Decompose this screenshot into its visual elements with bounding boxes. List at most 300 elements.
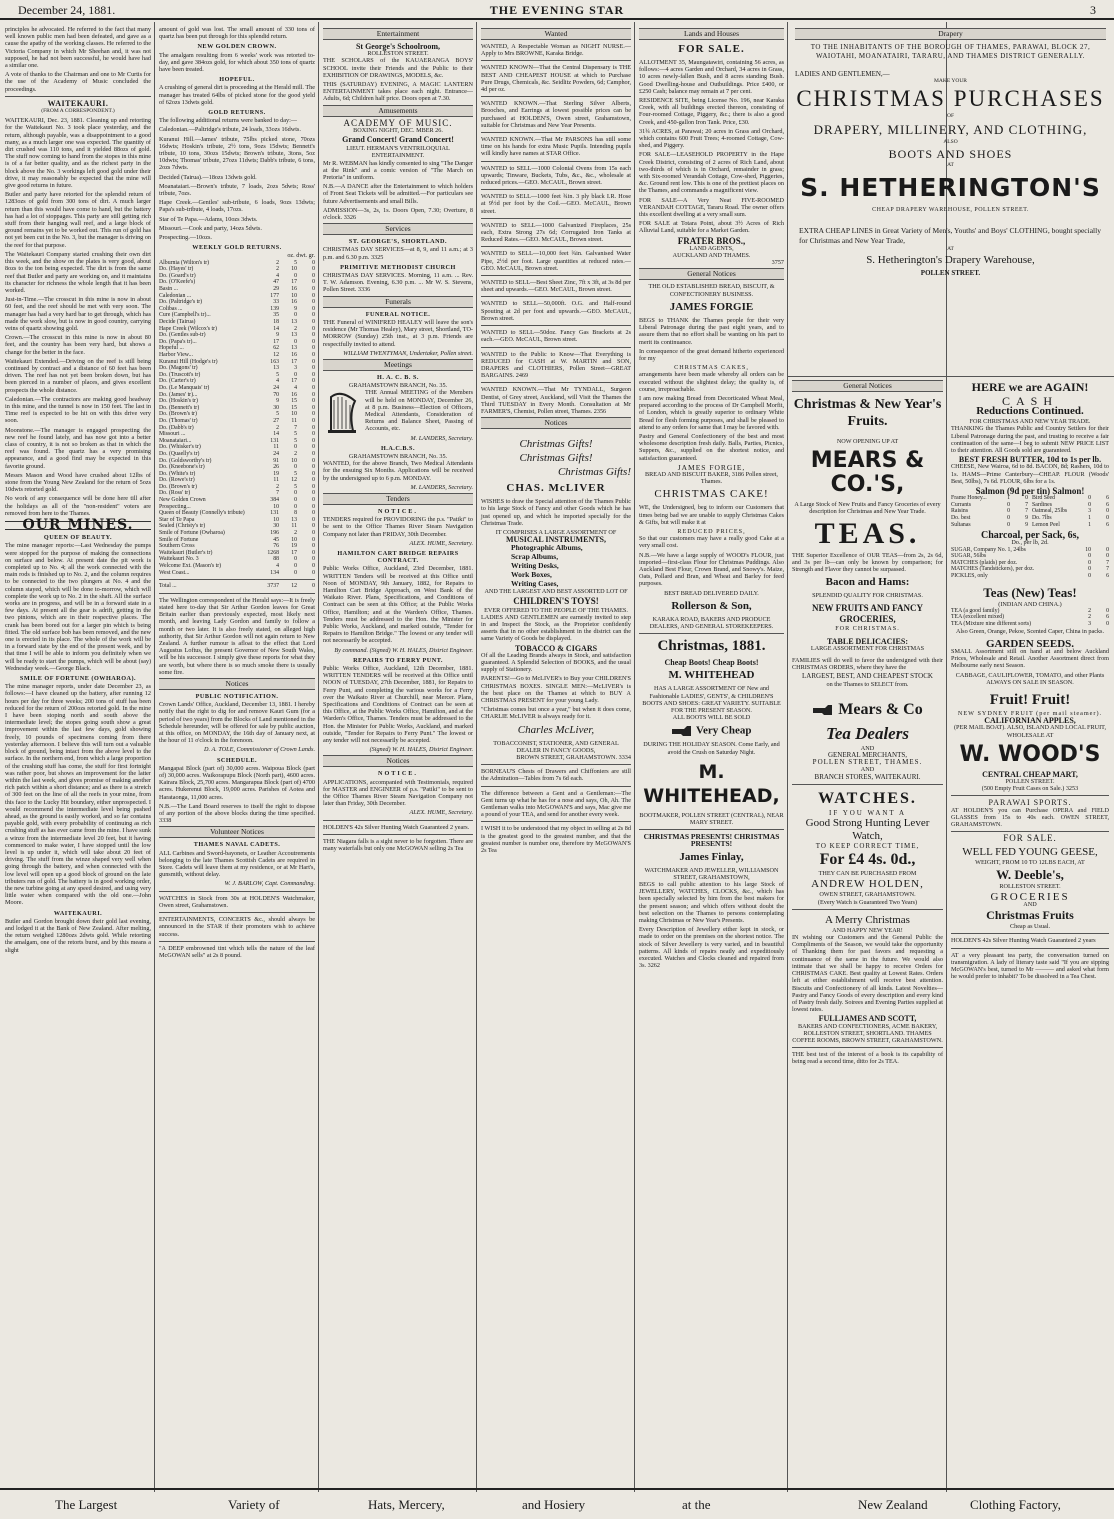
row-value: 177 <box>270 292 279 299</box>
ad-heading: H. A. C. B. S. <box>377 373 419 381</box>
ad-heading: CHAS. McLIVER <box>506 482 606 495</box>
row-label: Smile of Fortune (Owharoa) <box>159 530 225 537</box>
ad-text: PARENTS!—Go to McLIVER's to Buy your CHILDREN'S CHRISTMAS BOXES. SINGLE MEN:—McLIVER's is the best place on the Thames at which to BUY A CHRISTMAS PRESENT for your young Lady. <box>481 675 631 704</box>
row-value: 0 <box>312 259 315 266</box>
ad-subheading: REDUCED PRICES, <box>677 527 746 535</box>
divider <box>787 376 1114 377</box>
row-value: 2 <box>1088 607 1091 614</box>
row-label: TEA (a good family) <box>951 607 1000 614</box>
ad-text: WATCHMAKER AND JEWELLER, WILLIAMSON STREET, GRAHAMSTOWN, <box>644 866 779 881</box>
ad-heading: JAMES FORGIE <box>669 300 754 313</box>
row-value: 29 <box>273 286 279 293</box>
footer-text: Clothing Factory, <box>970 1497 1061 1512</box>
article-paragraph: Missouri.—Cook and party, 14ozs 5dwts. <box>159 224 262 232</box>
divider <box>792 1047 943 1048</box>
row-value: 5 <box>276 411 279 418</box>
ad-heading <box>792 700 943 720</box>
row-value: 16 <box>291 391 297 398</box>
product-item: Writing Cases, <box>511 579 559 589</box>
price-row <box>951 502 1028 509</box>
price-table <box>951 608 1109 628</box>
row-value: 0 <box>294 497 297 504</box>
gold-return-row <box>159 332 315 339</box>
ad-heading: Charles McLiver, <box>517 723 595 736</box>
divider <box>792 784 943 785</box>
price-row <box>1032 515 1109 522</box>
gold-return-row <box>159 570 315 577</box>
classified-ad: WANTED to SELL—1000 Galvanized Fireplaces, 25s each, Extra Strong 27s 6d; Corrugated Iron Tanks at Reduced Rates.—GEO. McCAUL, Brown street. <box>481 221 631 244</box>
article-paragraph: The mine manager reports:—Last Wednesday the pumps were stopped for the purpose of making the connections on surface and below. At present date the pit work is completed up to No. 4; all the work connected with the main rods is finished up to No. 2, and the column requires to be connected to the two plungers at No. 4 and the column stayed, which will be done to-morrow, which will complete the work up to No. 2 in the shaft. All the surface works are in progress, and will be in a forward state in a few days. At present all the gear is adrift, getting in the two pinions, which are in their respective places. The crank has been bored out for a larger pin which is being fitted. The old surface bob has been removed, and the new one is erected in its place. The whole of the work will be in a forward state by the end of the present week, and by that time I will be able to inform you definitely when we will be ready to start the pumps, which will be about (say) Wednesday week.—George Black. <box>5 542 151 672</box>
row-value: 4 <box>276 378 279 385</box>
row-label: Do. (Ross' tr) <box>159 490 191 497</box>
notice-signature: M. LANDERS, Secretary. <box>410 434 473 442</box>
ad-heading: CHILDREN'S TOYS! <box>513 595 599 606</box>
row-value: 0 <box>312 464 315 471</box>
classified-ad: WANTED to SELL—1000 Colonial Ovens from 15s each upwards; Tinware, Buckets, Tubs, &c., &c., wholesale at reduced prices.—GEO. McCAUL, Brown street. <box>481 164 631 187</box>
row-value: 0 <box>1088 495 1091 502</box>
row-value: 0 <box>312 477 315 484</box>
ad-text: EXTRA CHEAP LINES in Great Variety of Men's, Youths' and Boys' CLOTHING, bought specially for Christmas and New Year Trade, <box>799 226 1101 246</box>
row-value: 5 <box>294 259 297 266</box>
ad-heading: S. HETHERINGTON'S <box>800 173 1101 203</box>
divider <box>323 820 473 821</box>
ad-text: AT <box>947 161 954 168</box>
row-value: 0 <box>312 490 315 497</box>
row-label: Caledonian ... <box>159 292 192 299</box>
row-label: Do. (O'Keefe's) <box>159 279 196 286</box>
ad-text: HOLDEN'S 42s Silver Hunting Watch Guaranteed 2 years <box>951 937 1096 945</box>
ad-text: A Large Stock of New Fruits and Fancy Groceries of every description for Christmas and New Year Trade. <box>794 501 941 516</box>
article-paragraph: Moonstone.—The manager is engaged prospecting the new reef he found lately, and has now got into a better class of country, it is not so broken as that in which the reef was found. The quartz has a very promising appearance, and a good find may be expected in this favorite ground. <box>5 426 151 470</box>
row-value: 0 <box>312 549 315 556</box>
gold-return-row <box>159 431 315 438</box>
row-value: 0 <box>294 563 297 569</box>
article-paragraph: Just-in-Time.—The crosscut in this mine is now in about 60 feet, and the reef should be met with very soon. The manager has had a very hard bar to get through, which has made the work slow, but is now in good country, carrying veins of quartz showing gold. <box>5 296 151 332</box>
row-value: 0 <box>312 536 315 543</box>
row-value: 1 <box>1088 521 1091 528</box>
ad-text: LARGE ASSORTMENT FOR CHRISTMAS <box>810 644 925 652</box>
ad-text: WANTED, for the above Branch, Two Medical Attendants for the ensuing Six Months. Applications will be received by the undersigned up to 6 p.m. MONDAY. <box>323 460 473 482</box>
ad-heading: TEAS. <box>814 516 921 550</box>
ad-heading: FUNERAL NOTICE. <box>365 310 431 318</box>
row-label: Do. (Kneebone's tr) <box>159 464 205 471</box>
row-value: 0 <box>312 378 315 385</box>
row-label: SUGAR, 56lbs <box>951 553 987 560</box>
ad-text: In consequence of the great demand hitherto experienced for my <box>639 347 784 362</box>
row-value: 16 <box>291 299 297 306</box>
ad-text: FOR SALE—LEASEHOLD PROPERTY in the Hape Creek District, consisting of 2 acres of Rich Land, about two-thirds of which is in Orchard, remainder in grass; with Six-roomed Verandah Cottage, Cow-shed, Piggeries, &c. Ground rent low. This is one of the prettiest places on the Thames, and commands a magnificent view. <box>639 151 784 195</box>
row-value: 45 <box>273 536 279 543</box>
row-value: 2 <box>294 325 297 332</box>
ad-subheading: ROLLESTON STREET. <box>367 50 429 58</box>
article-paragraph: Waitekauri Extended.—Driving on the reef is still being continued by contract and a distance of 60 feet has been driven. The reef has not yet been broken down, but has been pierced in a number of places, and gives excellent prospects the whole distance. <box>5 357 151 394</box>
row-value: 5 <box>294 437 297 444</box>
ad-heading: TOBACCO & CIGARS <box>514 643 598 653</box>
row-value: 13 <box>291 332 297 339</box>
section-header-services: Services <box>323 223 473 235</box>
ad-heading: NEW FRUITS AND FANCY GROCERIES, <box>812 603 923 625</box>
ad-text: So that our customers may have a really good Cake at a very small cost. <box>639 535 784 550</box>
masthead-page: 3 <box>1090 3 1096 17</box>
row-label: Do. (Rowe's tr) <box>159 477 195 484</box>
ad-text: CHRISTMAS DAY SERVICES—at 8, 9, and 11 a.m.; at 3 p.m. and 6.30 p.m. 3325 <box>323 246 473 261</box>
ad-heading: Salmon (9d per tin) Salmon! <box>975 486 1085 497</box>
ad-heading: Rollerson & Son, <box>671 599 752 612</box>
ad-text: WISHES to draw the Special attention of the Thames Public to his large Stock of Fancy and other Goods which he has just opened up, and which he imported specially for the Christmas Trade. <box>481 498 631 527</box>
article-paragraph: Butler and Gordon brought down their gold last evening, and lodged it at the Bank of New Zealand. After melting, the return weighed 1280ozs 2dwts gold. While retorting the amalgam, one of the retorts burst, and by this means a slight <box>5 917 151 954</box>
divider <box>481 821 631 822</box>
row-value: 1 <box>1088 515 1091 522</box>
row-value: 13 <box>291 345 297 352</box>
row-label: TEA (Mixture nine different sorts) <box>951 620 1032 627</box>
ad-text: THIS (SATURDAY) EVENING, A MAGIC LANTERN ENTERTAINMENT takes place each night. Entrance—Adults, 6d; Children half price. Doors open at 7.30. <box>323 81 473 103</box>
row-label: Do. (Truscott's tr) <box>159 371 201 378</box>
row-value: 0 <box>312 431 315 438</box>
section-heading-our-mines: OUR MINES. <box>5 521 151 530</box>
ad-text: THE Niagara falls is a sight never to be forgotten. There are many waterfalls but only one McGOWAN selling 2s Tea <box>323 837 473 853</box>
row-value: 10 <box>273 516 279 523</box>
section-header-amusements: Amusements <box>323 105 473 117</box>
row-value: 0 <box>312 312 315 319</box>
row-value: 0 <box>312 391 315 398</box>
notice-signature: By command. (Signed) W. H. HALES, District Engineer. <box>334 646 473 654</box>
row-label: Harbor View... <box>159 352 193 358</box>
divider <box>481 161 631 162</box>
article-heading: QUEEN OF BEAUTY. <box>43 534 113 542</box>
divider <box>951 831 1109 832</box>
notice-text: Mangapai Block (part of) 30,000 acres. Waipoua Block (part of) 30,000 acres. Waikorapupu Block (North part), 4600 acres. Kairara Block, 25,700 acres. Mangarapua Block (part of) 4700 acres. Hukerenui Block, 19,000 acres. Parishes of Aotea and Harataonga, 11,000 acres. <box>159 764 315 801</box>
ad-text: APPLICATIONS, accompanied with Testimonials, required for MASTER and ENGINEER of p.s. "Patiki" to be sent to the Office Thames River Steam Navigation Company not later than Friday, 30th December. <box>323 778 473 808</box>
row-label: Do. (Hayes' tr) <box>159 266 194 273</box>
row-value: 0 <box>1088 559 1091 566</box>
ad-text: ALL BOOTS WILL BE SOLD <box>672 714 751 722</box>
row-value: 0 <box>294 338 297 345</box>
row-label: Missouri ... <box>159 431 186 438</box>
ad-text: "A DEEP embrowned tint which tells the nature of the leaf McGOWAN sells" at 2s 8 pound. <box>159 944 315 959</box>
row-label: Do. (Paltridge's tr) <box>159 299 203 306</box>
product-item: Photographic Albums, <box>511 543 583 553</box>
drapery-ad-wide <box>789 26 1112 376</box>
notice-heading: THAMES NAVAL CADETS. <box>193 841 281 849</box>
row-value: 24 <box>273 384 279 391</box>
row-value: 0 <box>312 530 315 537</box>
row-value: 6 <box>1106 495 1109 502</box>
row-label: Currants <box>951 501 971 508</box>
row-value: 0 <box>1106 553 1109 560</box>
ad-text: IN wishing our Customers and the General Public the Compliments of the Season, we would take the opportunity of Thanking them for past favors and requesting a continuance of the same in the future. We would also intimate that we shall be happy to receive Orders for CHRISTMAS CAKE. Best quality at Lowest Rates. Orders left at either establishment will receive best attention. Biscuits and Confectionery of all kinds. Latest Novelties—Pastry and Fancy Goods of every description and every kind of Pastry fresh daily. Soirees and Evening Parties supplied at lowest rates. <box>792 934 943 1014</box>
ad-text: Every Description of Jewellery either kept in stock, or made to order on the premises on the shortest notice. The stock of Silver Jewellery is very varied, and in beautiful patterns. All kinds of repairs neatly and expeditiously executed. Watches and Clocks cleaned and repaired from 3s. 3262 <box>639 926 784 970</box>
ad-heading: WELL FED YOUNG GEESE, <box>962 846 1098 859</box>
row-label: Alburnia (Wilton's tr) <box>159 259 210 266</box>
gold-returns-total <box>159 583 315 590</box>
row-value: 10 <box>291 292 297 299</box>
row-label: Do. (Hoskin's tr) <box>159 398 198 405</box>
row-label: Do. (Papa's tr)... <box>159 338 197 345</box>
row-value: 17 <box>291 549 297 556</box>
ad-text: ADMISSION—3s, 2s, 1s. Doors Open, 7.30; Overture, 8 o'clock. 3326 <box>323 206 473 222</box>
row-value: 0 <box>312 497 315 504</box>
ad-text: NEW SYDNEY FRUIT (per mail steamer). <box>957 709 1103 717</box>
price-table <box>1032 495 1109 528</box>
total-oz: 3737 <box>267 583 279 590</box>
gold-return-row <box>159 345 315 352</box>
ad-heading: Christmas Gifts! <box>557 466 631 479</box>
article-paragraph: Hape Creek.—Gentles' sub-tribute, 6 loads, 9ozs 13dwts; Papa's sub-tribute, 4 loads, 17ozs. <box>159 199 315 214</box>
ad-heading <box>639 724 784 738</box>
divider <box>481 325 631 326</box>
row-value: 0 <box>312 470 315 477</box>
ad-text: (PER MAIL BOAT). ALSO, ISLAND AND LOCAL FRUIT, WHOLESALE AT <box>953 724 1107 739</box>
ad-heading: CHRISTMAS CAKE! <box>654 488 769 501</box>
row-label: Do. (Quaelly's tr) <box>159 450 200 457</box>
row-label: Do. best <box>951 515 971 522</box>
ad-text: HAS A LARGE ASSORTMENT OF New and Fashionable LADIES', GENTS', & CHILDREN'S BOOTS AND SHOES: GREAT VARIETY. SUITABLE FOR THE PRESENT SEASON. <box>642 685 781 715</box>
row-value: 16 <box>291 286 297 293</box>
divider <box>639 633 784 634</box>
notice-text: ALL Carbines and Sword-bayonets, or Leather Accoutrements belonging to the late Thames Scottish Cadets are required in Store. Cadets will leave them at my residence, or at Mr Hart's, gunsmith, without delay. <box>159 849 315 879</box>
row-value: 70 <box>273 391 279 398</box>
row-value: 35 <box>273 312 279 319</box>
ad-heading: CASH <box>1001 394 1058 408</box>
row-label: Welcome Ext. (Mason's tr) <box>159 563 222 569</box>
ad-heading: James Finlay, <box>679 850 744 863</box>
ad-text: OF <box>946 113 955 120</box>
row-value: 10 <box>291 536 297 543</box>
notice-signature: M. LANDERS, Secretary. <box>410 483 473 491</box>
ad-heading: NOTICE. <box>378 507 418 515</box>
row-value: 10 <box>1085 546 1091 553</box>
total-gr: 0 <box>312 583 315 590</box>
divider <box>159 593 315 594</box>
row-value: 0 <box>312 556 315 563</box>
row-value: 9 <box>1025 521 1028 528</box>
row-value: 0 <box>312 398 315 405</box>
ad-heading: Christmas Gifts! <box>519 438 593 451</box>
row-value: 0 <box>312 563 315 569</box>
divider <box>481 246 631 247</box>
ad-text: AND <box>860 744 875 752</box>
ad-heading: ACADEMY OF MUSIC. <box>343 117 453 128</box>
gold-return-row <box>159 464 315 471</box>
divider <box>0 1488 1114 1490</box>
gold-return-row <box>159 556 315 563</box>
row-value: 131 <box>270 437 279 444</box>
row-value: 14 <box>273 431 279 438</box>
section-header-general-notices: General Notices <box>639 268 784 280</box>
classified-ad: WANTED to SELL—50doz. Fancy Gas Brackets at 2s each.—GEO. McCAUL, Brown street. <box>481 329 631 344</box>
gold-return-row <box>159 279 315 286</box>
row-value: 26 <box>273 464 279 471</box>
divider <box>5 96 151 97</box>
row-value: 0 <box>312 325 315 332</box>
article-paragraph: Moanataiari.—Brown's tribute, 7 loads, 2ozs 5dwts; Ross' tribute, 7ozs. <box>159 182 315 198</box>
ad-heading: Christmas Fruits <box>986 908 1074 923</box>
row-value: 30 <box>273 404 279 411</box>
ad-text: BORNEAU'S Chests of Drawers and Chiffoniers are still the Admiration—Tables from 7s 6d each. <box>481 768 631 783</box>
ad-heading: ANDREW HOLDEN, <box>811 878 924 891</box>
row-label: Hape Creek (Wilcox's tr) <box>159 325 217 332</box>
ad-text: AT a very pleasant tea party, the conversation turned on transmigration. A lady of literary taste said "If you are sipping McGOWAN's best, turned to Mr ——— and asked what form he would prefer to inhabit? To be dissolved in a Tea Chest. <box>951 951 1109 981</box>
ad-text: POLLEN STREET, THAMES. <box>812 758 923 767</box>
ad-heading: WATCHES. <box>818 789 917 807</box>
section-header-general-notices: General Notices <box>792 380 943 392</box>
ad-text: TOBACCONIST, STATIONER, AND GENERAL DEALER IN FANCY GOODS, <box>493 739 619 754</box>
ad-heading: Charcoal, per Sack, 6s, <box>981 530 1079 542</box>
footer-banner <box>0 1493 1114 1519</box>
gold-return-row <box>159 563 315 570</box>
row-value: 0 <box>312 510 315 517</box>
news-column-2 <box>156 26 318 1484</box>
article-paragraph: Caledonian.—Paltridge's tribute, 24 loads, 33ozs 16dwts. <box>159 126 301 134</box>
ad-text: WEIGHT, FROM 10 TO 12LBS EACH, AT <box>975 859 1085 867</box>
gold-return-row <box>159 352 315 359</box>
ad-subheading: BOXING NIGHT, DEC. MBER 26. <box>353 126 443 134</box>
article-paragraph: Kuranui Hill.—James' tribute, 75lbs picked stone, 70ozs 16dwts; Hoskin's tribute, 2½ tons, 9ozs 15dwts; Bennett's tribute, 10 tons, 30ozs 15dwts; Brown's tribute, 3tons, 5oz 10dwts; Thomas' tribute, 27ozs 11dwts; Dabb's tribute, 6 tons, 2ozs 7dwts. <box>159 135 315 172</box>
ad-heading: FULLJAMES AND SCOTT, <box>818 1014 917 1024</box>
classified-ad: WANTED to SELL—1000 feet ¾in. 3 ply black I.R. Hose at 9½d per foot by the Coil.—GEO. McCAUL, Brown street. <box>481 193 631 215</box>
ad-text: LADIES AND GENTLEMEN,— <box>795 70 890 78</box>
row-label: Do. (Thomas' tr) <box>159 417 198 424</box>
gold-return-row <box>159 490 315 497</box>
ad-text: LARGEST, BEST, AND CHEAPEST STOCK <box>802 672 933 681</box>
row-value: 9 <box>276 332 279 339</box>
row-value: 163 <box>270 358 279 365</box>
row-value: 5 <box>294 470 297 477</box>
ad-text: AT HOLDEN'S you can Purchase OPERA and FIELD GLASSES from 15s to 40s each. OWEN STREET, GRAHAMSTOWN. <box>951 806 1109 829</box>
gold-return-row <box>159 299 315 306</box>
row-value: 14 <box>273 325 279 332</box>
row-value: 11 <box>291 417 297 424</box>
section-header-drapery: Drapery <box>795 28 1106 40</box>
divider <box>481 296 631 297</box>
row-value: 0 <box>312 424 315 431</box>
price-row <box>951 621 1109 628</box>
row-label: Sardines <box>1032 501 1052 508</box>
notice-heading: PUBLIC NOTIFICATION. <box>195 693 279 701</box>
ad-heading: Tea Dealers <box>826 723 909 743</box>
footer-text: Hats, Mercery, <box>368 1497 445 1512</box>
ad-heading: CHRISTMAS PRESENTS! CHRISTMAS PRESENTS! <box>643 832 780 849</box>
row-value: 2 <box>276 424 279 431</box>
gold-return-row <box>159 319 315 326</box>
ad-text: IF YOU WANT A <box>828 808 906 817</box>
article-paragraph: The mine manager reports, under date December 23, as follows:—I have cleaned up the battery, after running 12 hours per day for three weeks; 200 tons of stuff has been reduced for the return of 200ozs retorted gold. In the mine I have been stoping north and south above the intermediate level; the stopes going south show a great improvement within the last few days, gold showing freely, 10 pounds of specimens coming from there yesterday afternoon. I believe this will turn out a valuable block of ground, being intact from the above level to the surface. In the northern end, from which a large proportion of the crushing stuff has come, the stuff for first fortnight was rather poor, but shows an improvement for the latter within the last week, and gives promise of making another rich patch within a short distance; and as there is a stretch of 300 feet on the line of all the reefs in your mine, from this face to the Lucky Hit boundary, either unprospected. I would recommend the intermediate level being pushed ahead, as the ground is easily worked, and so far contains payable gold, with every probability of continuing as rich crushing stuff as has ever came from the mine. I have sunk a winze from the intermediate level 20 feet, but it having commenced to make water, I have stopped until the low level is up under it, which will take about 20 feet of driving. The stuff from the winze shaped very well when going through the battery, and when connected with the low level will open up a good block of ground on the late tributers run of gold. The battery is in good working order, the new turbine going at any speed desired, and using very little water when compared with the old one.—John Moore. <box>5 683 151 907</box>
row-label: TEA (excellent mixed) <box>951 614 1005 621</box>
ad-text: FOR CHRISTMAS AND NEW YEAR TRADE. <box>969 418 1091 426</box>
row-value: 0 <box>312 523 315 530</box>
pointing-hand-icon <box>671 724 693 738</box>
ads-column-3 <box>320 26 476 1484</box>
row-value: 7 <box>294 424 297 431</box>
ad-heading: PARAWAI SPORTS. <box>988 798 1072 808</box>
gold-return-row <box>159 286 315 293</box>
ad-text: HOLDEN'S 42s Silver Hunting Watch Guaranteed 2 years. <box>323 823 470 831</box>
price-row <box>1032 502 1109 509</box>
section-header-lands: Lands and Houses <box>639 28 784 40</box>
row-label: Queen of Beauty (Connelly's tribute) <box>159 510 245 517</box>
article-heading: WEEKLY GOLD RETURNS. <box>192 244 282 252</box>
row-value: 0 <box>312 457 315 464</box>
row-value: 0 <box>312 338 315 345</box>
row-value: 13 <box>273 365 279 372</box>
row-value: 30 <box>273 523 279 530</box>
price-list <box>951 495 1109 528</box>
ad-text: RESIDENCE SITE, being License No. 196, near Karaka Creek, with all buildings erected thereon, consisting of Four-roomed Cottage, Piggery, &c.; there is also a good Creek, and 450-gallon Iron Tank. Price, £30. <box>639 97 784 126</box>
column-rule <box>318 22 319 1492</box>
product-item: Work Boxes, <box>511 570 552 580</box>
row-value: 0 <box>312 384 315 391</box>
row-label: Hopeful ... <box>159 345 184 352</box>
row-label: Do. (Brown's tr) <box>159 411 197 418</box>
row-value: 7 <box>276 490 279 497</box>
row-value: 7 <box>1106 559 1109 566</box>
article-paragraph: Decided (Tairua).—18ozs 13dwts gold. <box>159 173 257 181</box>
ad-text: GENERAL MERCHANTS, <box>827 751 908 760</box>
classified-ad: WANTED to SELL—50,000ft. O.G. and Half-round Spouting at 2d per foot and upwards.—GEO. McCAUL, Brown street. <box>481 300 631 322</box>
ad-text: KARAKA ROAD, BAKERS AND PRODUCE DEALERS, AND GENERAL STOREKEEPERS. <box>649 615 774 630</box>
row-value: 0 <box>312 411 315 418</box>
row-value: 3 <box>1088 508 1091 515</box>
news-column-1 <box>2 26 154 1484</box>
row-value: 0 <box>312 266 315 273</box>
ad-text: THE SCHOLARS of the KAUAERANGA BOYS' SCHOOL invite their Friends and the Public to their EXHIBITION OF DRAWINGS, MODELS, &c. <box>323 57 473 79</box>
row-value: 0 <box>312 450 315 457</box>
product-list <box>481 543 631 588</box>
row-value: 5 <box>276 371 279 378</box>
row-value: 6 <box>1106 521 1109 528</box>
column-rule <box>154 22 155 1492</box>
row-value: 0 <box>1106 508 1109 515</box>
ad-text: CHEESE, New Wairoa, 6d to 8d. BACON, 8d; Rashers, 10d to 1s. HAMS—Prime Canterbury—CHEAP. FLOUR (Woods' Best, 50lbs), 7s 6d. FLOUR, 6lbs for a 1s. <box>951 463 1109 485</box>
divider <box>481 382 631 383</box>
gold-return-row <box>159 365 315 372</box>
notice-signature: WILLIAM TWENTYMAN, Undertaker, Pollen street. <box>343 349 473 357</box>
footer-text: New Zealand <box>858 1497 928 1512</box>
classified-ad: WANTED to SELL—Best Sheet Zinc, 7ft x 3ft, at 3s 8d per sheet and upwards.—GEO. McCAUL, Brown street. <box>481 279 631 294</box>
row-value: 384 <box>270 497 279 504</box>
ad-heading: Reductions Continued. <box>976 405 1084 418</box>
ad-heading: M. WHITEHEAD <box>668 669 755 682</box>
price-row <box>951 566 1109 573</box>
row-label: Do. (Dabb's tr) <box>159 424 194 431</box>
row-label: Kuranui Hill (Hodge's tr) <box>159 358 218 365</box>
row-value: 2 <box>1088 614 1091 621</box>
ad-text: SMALL Assortment still on hand at and below Auckland Prices, Wholesale and Retail. Another Assortment direct from Melbourne early next Season. <box>951 647 1109 670</box>
ad-heading: TABLE DELICACIES: <box>827 636 908 646</box>
row-value: 8 <box>294 510 297 517</box>
ad-heading: S. Hetherington's Drapery Warehouse, <box>866 254 1035 267</box>
row-value: 0 <box>312 305 315 312</box>
row-label: Do. (Le Manquais' tr) <box>159 384 210 391</box>
pointing-hand-icon <box>812 703 834 717</box>
row-value: 0 <box>312 483 315 490</box>
row-label: Lemon Peel <box>1032 521 1060 528</box>
price-row <box>1032 522 1109 529</box>
row-label: Do. (Gentles sub-tr) <box>159 332 206 339</box>
row-label: Waitekauri (Butler's tr) <box>159 549 213 556</box>
article-paragraph: amount of gold was lost. The small amount of 330 tons of quartz has been put through for this splendid return. <box>159 26 315 41</box>
row-value: 0 <box>312 279 315 286</box>
ad-text: EVER OFFERED TO THE PEOPLE OF THE THAMES. <box>484 606 628 614</box>
ad-heading: Cheap Boots! Cheap Boots! <box>664 658 759 668</box>
classified-ad: WANTED KNOWN—That the Central Dispensary is THE BEST AND CHEAPEST HOUSE at which to Purchase Pure Drugs, Chemicals, &c. Seidlitz Powders, 6d; Camphor, 4d per oz. <box>481 64 631 94</box>
price-row <box>951 508 1028 515</box>
row-value: 15 <box>291 398 297 405</box>
gold-return-row <box>159 266 315 273</box>
ad-text: TO THE INHABITANTS OF THE BOROUGH OF THAMES, PARAWAI, BLOCK 27, WAIOTAHI, MOANATAIRI, TARARU, AND THAMES DISTRICT GENERALLY. <box>810 43 1091 60</box>
ad-heading: FOR SALE. <box>1003 833 1057 844</box>
ad-text: I am now making Bread from Decorticated Wheat Meal, prepared according to the process of Dr Campbell Morfit, of London, which is greatly superior to ordinary White Bread for flesh forming purposes, and shall be pleased to attend to any orders for same that I may be favored with. <box>639 394 784 431</box>
